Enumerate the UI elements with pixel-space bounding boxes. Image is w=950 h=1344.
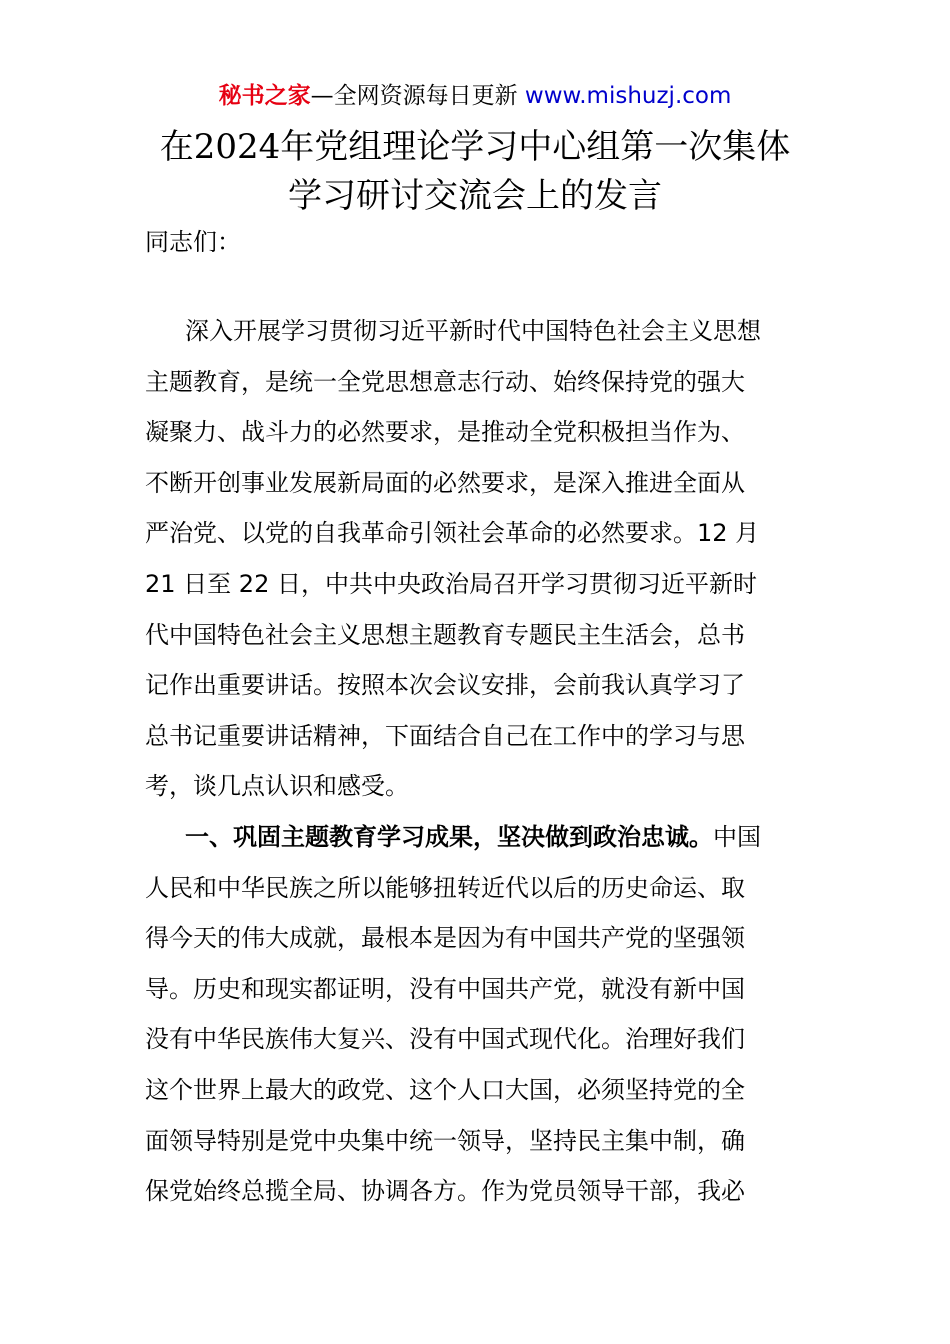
paragraph-line: 保党始终总揽全局、协调各方。作为党员领导干部，我必 xyxy=(145,1177,745,1206)
section-heading: 一、巩固主题教育学习成果，坚决做到政治忠诚。 xyxy=(185,823,713,851)
paragraph-line: 深入开展学习贯彻习近平新时代中国特色社会主义思想 xyxy=(185,317,761,345)
title-suffix: 年党组理论学习中心组第一次集体 xyxy=(280,127,791,167)
paragraph-line: 代中国特色社会主义思想主题教育专题民主生活会，总书 xyxy=(145,620,745,649)
paragraph-line: 面领导特别是党中央集中统一领导，坚持民主集中制，确 xyxy=(145,1126,745,1155)
paragraph-first-line xyxy=(145,812,810,863)
paragraph-line: 21 日至 22 日，中共中央政治局召开学习贯彻习近平新时 xyxy=(145,569,757,598)
paragraph-line: 总书记重要讲话精神，下面结合自己在工作中的学习与思 xyxy=(145,721,745,750)
title-prefix: 在 xyxy=(159,127,194,167)
paragraph-line: 得今天的伟大成就，最根本是因为有中国共产党的坚强领 xyxy=(145,924,745,953)
paragraph-intro xyxy=(145,306,810,812)
paragraph-line: 记作出重要讲话。按照本次会议安排，会前我认真学习了 xyxy=(145,671,745,700)
paragraph-line: 凝聚力、战斗力的必然要求，是推动全党积极担当作为、 xyxy=(145,418,745,447)
paragraph-line: 这个世界上最大的政党、这个人口大国，必须坚持党的全 xyxy=(145,1075,745,1104)
paragraph-line: 没有中华民族伟大复兴、没有中国式现代化。治理好我们 xyxy=(145,1025,745,1054)
paragraph-line-rest: 中国 xyxy=(713,823,761,851)
paragraph-line: 主题教育，是统一全党思想意志行动、始终保持党的强大 xyxy=(145,367,745,396)
site-url-link[interactable]: www.mishuzj.com xyxy=(524,83,732,109)
title-year: 2024 xyxy=(193,127,281,167)
paragraph-line: 严治党、以党的自我革命引领社会革命的必然要求。12 月 xyxy=(145,519,760,548)
paragraph-line: 导。历史和现实都证明，没有中国共产党，就没有新中国 xyxy=(145,974,745,1003)
paragraph-line: 不断开创事业发展新局面的必然要求，是深入推进全面从 xyxy=(145,468,745,497)
document-title xyxy=(0,123,950,221)
site-header xyxy=(0,80,950,112)
site-tagline: —全网资源每日更新 xyxy=(310,83,525,109)
title-line-1 xyxy=(0,123,950,172)
title-line-2: 学习研讨交流会上的发言 xyxy=(288,176,662,216)
paragraph-line: 考，谈几点认识和感受。 xyxy=(145,772,409,801)
paragraph-line: 人民和中华民族之所以能够扭转近代以后的历史命运、取 xyxy=(145,873,745,902)
salutation: 同志们： xyxy=(145,228,241,256)
brand-name: 秘书之家 xyxy=(218,83,311,109)
paragraph-section-one xyxy=(145,812,810,1217)
